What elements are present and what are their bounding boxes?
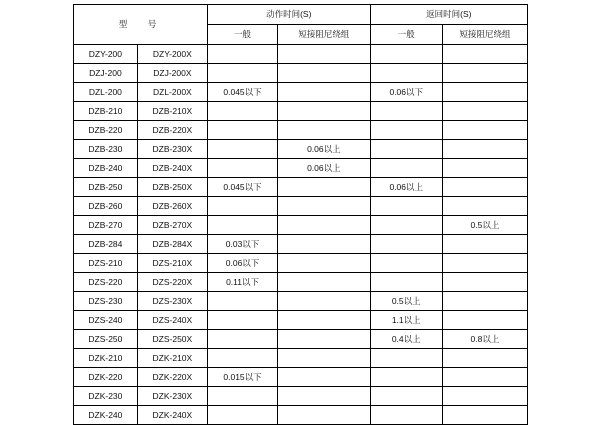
cell-operate-normal: 0.045以下 [207,178,277,197]
cell-return-normal: 0.06以下 [370,83,442,102]
table-row [74,178,528,197]
cell-operate-damped [278,178,370,197]
header-operate-normal: 一般 [207,25,277,45]
cell-operate-damped [278,235,370,254]
cell-return-damped [442,140,527,159]
cell-return-normal [370,254,442,273]
cell-operate-damped [278,197,370,216]
cell-model-a: DZK-210 [74,349,138,368]
cell-return-damped [442,45,527,64]
cell-operate-normal [207,216,277,235]
cell-model-b: DZS-230X [137,292,207,311]
cell-model-a: DZS-210 [74,254,138,273]
table-row [74,254,528,273]
header-return-damped: 短接阻尼绕组 [442,25,527,45]
cell-model-b: DZB-284X [137,235,207,254]
cell-model-a: DZB-230 [74,140,138,159]
cell-operate-damped [278,83,370,102]
cell-operate-damped: 0.06以上 [278,159,370,178]
cell-return-damped [442,235,527,254]
table-body [74,45,528,425]
cell-operate-damped [278,45,370,64]
cell-model-b: DZL-200X [137,83,207,102]
cell-return-damped [442,178,527,197]
cell-model-a: DZB-284 [74,235,138,254]
cell-return-damped: 0.8以上 [442,330,527,349]
header-type: 型 号 [74,5,208,45]
cell-model-a: DZK-240 [74,406,138,425]
table-row [74,121,528,140]
cell-return-damped [442,273,527,292]
cell-operate-normal [207,45,277,64]
table-row [74,159,528,178]
cell-operate-damped [278,387,370,406]
cell-model-b: DZY-200X [137,45,207,64]
cell-operate-damped [278,330,370,349]
cell-operate-normal [207,292,277,311]
cell-return-normal [370,273,442,292]
table-row [74,64,528,83]
cell-model-a: DZB-250 [74,178,138,197]
header-return-time: 返回时间(S) [370,5,527,25]
cell-operate-normal [207,121,277,140]
cell-return-normal [370,387,442,406]
cell-return-damped [442,349,527,368]
cell-model-a: DZS-240 [74,311,138,330]
cell-return-damped [442,254,527,273]
cell-return-normal [370,45,442,64]
cell-operate-damped [278,273,370,292]
cell-return-normal [370,121,442,140]
cell-operate-damped [278,64,370,83]
table-row [74,45,528,64]
cell-model-b: DZS-250X [137,330,207,349]
cell-operate-damped [278,368,370,387]
cell-model-a: DZB-260 [74,197,138,216]
table-row [74,349,528,368]
cell-return-normal: 1.1以上 [370,311,442,330]
cell-operate-normal: 0.06以下 [207,254,277,273]
table-row [74,311,528,330]
cell-return-damped [442,387,527,406]
cell-return-damped [442,197,527,216]
table-row [74,216,528,235]
cell-operate-normal [207,311,277,330]
cell-model-b: DZS-220X [137,273,207,292]
cell-operate-damped [278,292,370,311]
cell-return-normal [370,197,442,216]
cell-return-normal [370,349,442,368]
cell-return-normal [370,140,442,159]
cell-model-a: DZY-200 [74,45,138,64]
table-row [74,197,528,216]
cell-return-damped [442,83,527,102]
cell-return-damped [442,311,527,330]
header-return-normal: 一般 [370,25,442,45]
cell-return-normal: 0.06以上 [370,178,442,197]
cell-return-normal [370,102,442,121]
cell-return-normal [370,406,442,425]
cell-model-b: DZK-210X [137,349,207,368]
cell-operate-damped [278,216,370,235]
cell-model-b: DZJ-200X [137,64,207,83]
table-row [74,406,528,425]
cell-return-damped [442,406,527,425]
cell-model-b: DZB-260X [137,197,207,216]
cell-return-damped [442,121,527,140]
cell-operate-damped [278,102,370,121]
cell-operate-normal [207,140,277,159]
cell-return-normal: 0.5以上 [370,292,442,311]
cell-return-damped [442,159,527,178]
table-row [74,273,528,292]
cell-model-b: DZB-270X [137,216,207,235]
cell-model-a: DZB-270 [74,216,138,235]
cell-return-damped [442,102,527,121]
cell-return-damped [442,64,527,83]
cell-model-a: DZL-200 [74,83,138,102]
cell-return-normal [370,368,442,387]
table-row [74,292,528,311]
table-row [74,368,528,387]
cell-operate-normal: 0.045以下 [207,83,277,102]
cell-return-normal [370,235,442,254]
cell-operate-damped: 0.06以上 [278,140,370,159]
cell-operate-normal [207,64,277,83]
cell-model-a: DZS-230 [74,292,138,311]
cell-model-b: DZS-210X [137,254,207,273]
table-row [74,235,528,254]
cell-model-a: DZK-220 [74,368,138,387]
timing-spec-table [73,4,528,425]
cell-model-b: DZB-250X [137,178,207,197]
cell-operate-damped [278,254,370,273]
cell-return-normal: 0.4以上 [370,330,442,349]
cell-model-a: DZK-230 [74,387,138,406]
cell-model-b: DZK-220X [137,368,207,387]
cell-operate-damped [278,121,370,140]
cell-model-a: DZB-240 [74,159,138,178]
cell-model-a: DZB-220 [74,121,138,140]
cell-return-damped: 0.5以上 [442,216,527,235]
cell-return-normal [370,64,442,83]
cell-model-a: DZS-250 [74,330,138,349]
cell-model-b: DZK-240X [137,406,207,425]
cell-model-a: DZB-210 [74,102,138,121]
cell-operate-normal: 0.015以下 [207,368,277,387]
header-operate-time: 动作时间(S) [207,5,370,25]
cell-return-normal [370,216,442,235]
header-row-groups [74,5,528,25]
cell-operate-damped [278,349,370,368]
cell-operate-normal [207,349,277,368]
cell-operate-damped [278,406,370,425]
table-row [74,102,528,121]
cell-return-normal [370,159,442,178]
cell-operate-normal [207,406,277,425]
table-row [74,330,528,349]
cell-model-b: DZB-240X [137,159,207,178]
table-row [74,83,528,102]
cell-model-b: DZS-240X [137,311,207,330]
table-header [74,5,528,45]
cell-operate-normal [207,197,277,216]
cell-model-b: DZB-220X [137,121,207,140]
cell-operate-damped [278,311,370,330]
cell-operate-normal [207,102,277,121]
cell-model-a: DZJ-200 [74,64,138,83]
cell-operate-normal [207,159,277,178]
header-operate-damped: 短接阻尼绕组 [278,25,370,45]
cell-operate-normal [207,330,277,349]
cell-model-b: DZB-230X [137,140,207,159]
cell-operate-normal: 0.11以下 [207,273,277,292]
cell-operate-normal: 0.03以下 [207,235,277,254]
table-row [74,140,528,159]
cell-operate-normal [207,387,277,406]
cell-model-b: DZB-210X [137,102,207,121]
cell-return-damped [442,292,527,311]
cell-model-a: DZS-220 [74,273,138,292]
cell-model-b: DZK-230X [137,387,207,406]
table-row [74,387,528,406]
cell-return-damped [442,368,527,387]
